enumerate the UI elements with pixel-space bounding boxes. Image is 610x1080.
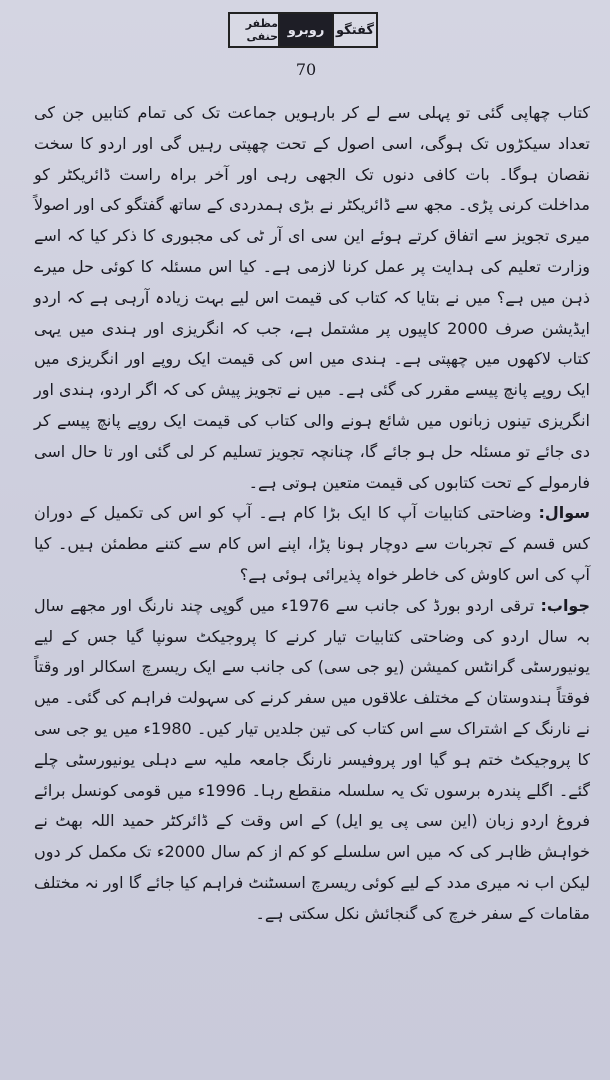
question-text: وضاحتی کتابیات آپ کا ایک بڑا کام ہے۔ آپ کو اس کی تکمیل کے دوران کس قسم کے تجربات سے دوچار ہونا پڑا، اپنے اس کام سے کتنے مطمئن ہیں۔ کیا آپ کی اس کاوش کی خاطر خواہ پذیرائی ہوئی ہے؟ <box>34 503 590 584</box>
paragraph-text: کتاب چھاپی گئی تو پہلی سے لے کر بارہویں جماعت تک کی تمام کتابیں جن کی تعداد سیکڑوں تک ہوگی، اسی اصول کے تحت چھپتی رہیں گی اور اردو کا سخت نقصان ہوگا۔ بات کافی دنوں تک الجھی رہی اور آخر براہ راست ڈائریکٹر کو مداخلت کرنی پڑی۔ مجھ سے ڈائریکٹر نے بڑی ہمدردی کے ساتھ گفتگو کی اور اصولاً میری تجویز سے اتفاق کرتے ہوئے این سی ای آر ٹی کی مجبوری کا ذکر کیا کہ اسے وزارت تعلیم کی ہدایت پر عمل کرنا لازمی ہے۔ کیا اس مسئلہ کا کوئی حل میرے ذہن میں ہے؟ میں نے بتایا کہ کتاب کی قیمت اس لیے بہت زیادہ آرہی ہے کہ اردو ایڈیشن صرف 2000 کاپیوں پر مشتمل ہے، جب کہ انگریزی اور ہندی میں یہی کتاب لاکھوں میں چھپتی ہے۔ ہندی میں اس کی قیمت ایک روپے اور انگریزی میں ایک روپے پانچ پیسے مقرر کی گئی ہے۔ میں نے تجویز پیش کی کہ اگر اردو، ہندی اور انگریزی تینوں زبانوں میں شائع ہونے والی کتاب کی قیمت ایک روپے پانچ پیسے کر دی جائے تو مسئلہ حل ہو جائے گا، چنانچہ تجویز تسلیم کر لی گئی اور تا حال اسی فارمولے کے تحت کتابوں کی قیمت متعین ہوتی ہے۔ <box>34 103 591 492</box>
body-text <box>34 98 590 930</box>
header-book-title: روبرو <box>280 14 332 46</box>
paragraph-continuation <box>34 98 590 498</box>
header-box <box>228 12 378 48</box>
question-paragraph <box>34 498 590 590</box>
running-header <box>228 12 376 58</box>
answer-label: جواب: <box>540 595 590 615</box>
header-series-title: گفتگو <box>332 14 376 46</box>
answer-text: ترقی اردو بورڈ کی جانب سے 1976ء میں گوپی چند نارنگ اور مجھے سال بہ سال اردو کی وضاحتی کتابیات تیار کرنے کا پروجیکٹ سونپا گیا جس کے لیے یونیورسٹی گرانٹس کمیشن (یو جی سی) کی جانب سے ایک ریسرچ اسکالر اور وقتاً فوقتاً ہندوستان کے مختلف علاقوں میں سفر کرنے کی سہولت فراہم کی گئی۔ میں نے نارنگ کے اشتراک سے اس کتاب کی تین جلدیں تیار کیں۔ 1980ء میں یو جی سی کا پروجیکٹ ختم ہو گیا اور پروفیسر نارنگ جامعہ ملیہ سے دہلی یونیورسٹی چلے گئے۔ اگلے پندرہ برسوں تک یہ سلسلہ منقطع رہا۔ 1996ء میں قومی کونسل برائے فروغ اردو زبان (این سی پی یو ایل) کے اس وقت کے ڈائرکٹر حمید اللہ بھٹ نے خواہش ظاہر کی کہ میں اس سلسلے کو کم از کم سال 2000ء تک مکمل کر دوں لیکن اب نہ میری مدد کے لیے کوئی ریسرچ اسسٹنٹ فراہم کیا جائے گا اور نہ مختلف مقامات کے سفر خرچ کی گنجائش نکل سکتی ہے۔ <box>34 595 591 923</box>
header-author: مظفر حنفی <box>230 14 280 46</box>
answer-paragraph <box>34 591 590 930</box>
question-label: سوال: <box>538 503 590 523</box>
page-number: 70 <box>295 60 317 79</box>
